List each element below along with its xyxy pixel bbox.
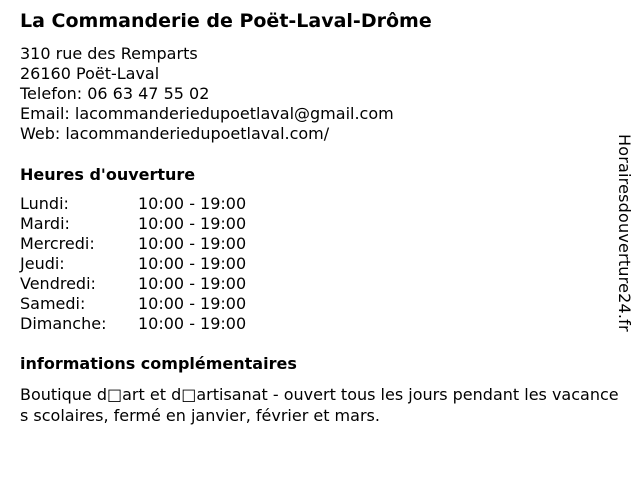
hours-time: 10:00 - 19:00: [138, 294, 247, 313]
phone-number: Telefon: 06 63 47 55 02: [20, 84, 210, 103]
hours-time: 10:00 - 19:00: [138, 214, 247, 233]
hours-day: Samedi:: [20, 294, 86, 313]
hours-day: Lundi:: [20, 194, 69, 213]
hours-row-friday: [20, 274, 280, 294]
hours-time: 10:00 - 19:00: [138, 254, 247, 273]
hours-row-monday: [20, 194, 280, 214]
hours-time: 10:00 - 19:00: [138, 234, 247, 253]
contact-info: [20, 44, 394, 144]
hours-day: Jeudi:: [20, 254, 65, 273]
address-line-1: 310 rue des Remparts: [20, 44, 198, 63]
hours-time: 10:00 - 19:00: [138, 314, 247, 333]
hours-row-saturday: [20, 294, 280, 314]
email-address: Email: lacommanderiedupoetlaval@gmail.com: [20, 104, 394, 123]
site-brand-watermark: Horairesdouverture24.fr: [615, 134, 634, 332]
additional-info-heading: informations complémentaires: [20, 354, 297, 373]
hours-day: Dimanche:: [20, 314, 107, 333]
hours-row-tuesday: [20, 214, 280, 234]
hours-day: Mercredi:: [20, 234, 95, 253]
business-name: La Commanderie de Poët-Laval-Drôme: [20, 10, 432, 32]
hours-row-sunday: [20, 314, 280, 334]
hours-time: 10:00 - 19:00: [138, 194, 247, 213]
opening-hours-table: [20, 194, 280, 334]
hours-time: 10:00 - 19:00: [138, 274, 247, 293]
hours-row-wednesday: [20, 234, 280, 254]
additional-info-text: Boutique d□art et d□artisanat - ouvert tous les jours pendant les vacances scolaires, fermé en janvier, février et mars.: [20, 385, 619, 425]
address-line-2: 26160 Poët-Laval: [20, 64, 160, 83]
hours-day: Vendredi:: [20, 274, 96, 293]
hours-row-thursday: [20, 254, 280, 274]
website: Web: lacommanderiedupoetlaval.com/: [20, 124, 330, 143]
hours-day: Mardi:: [20, 214, 70, 233]
opening-hours-heading: Heures d'ouverture: [20, 165, 196, 184]
